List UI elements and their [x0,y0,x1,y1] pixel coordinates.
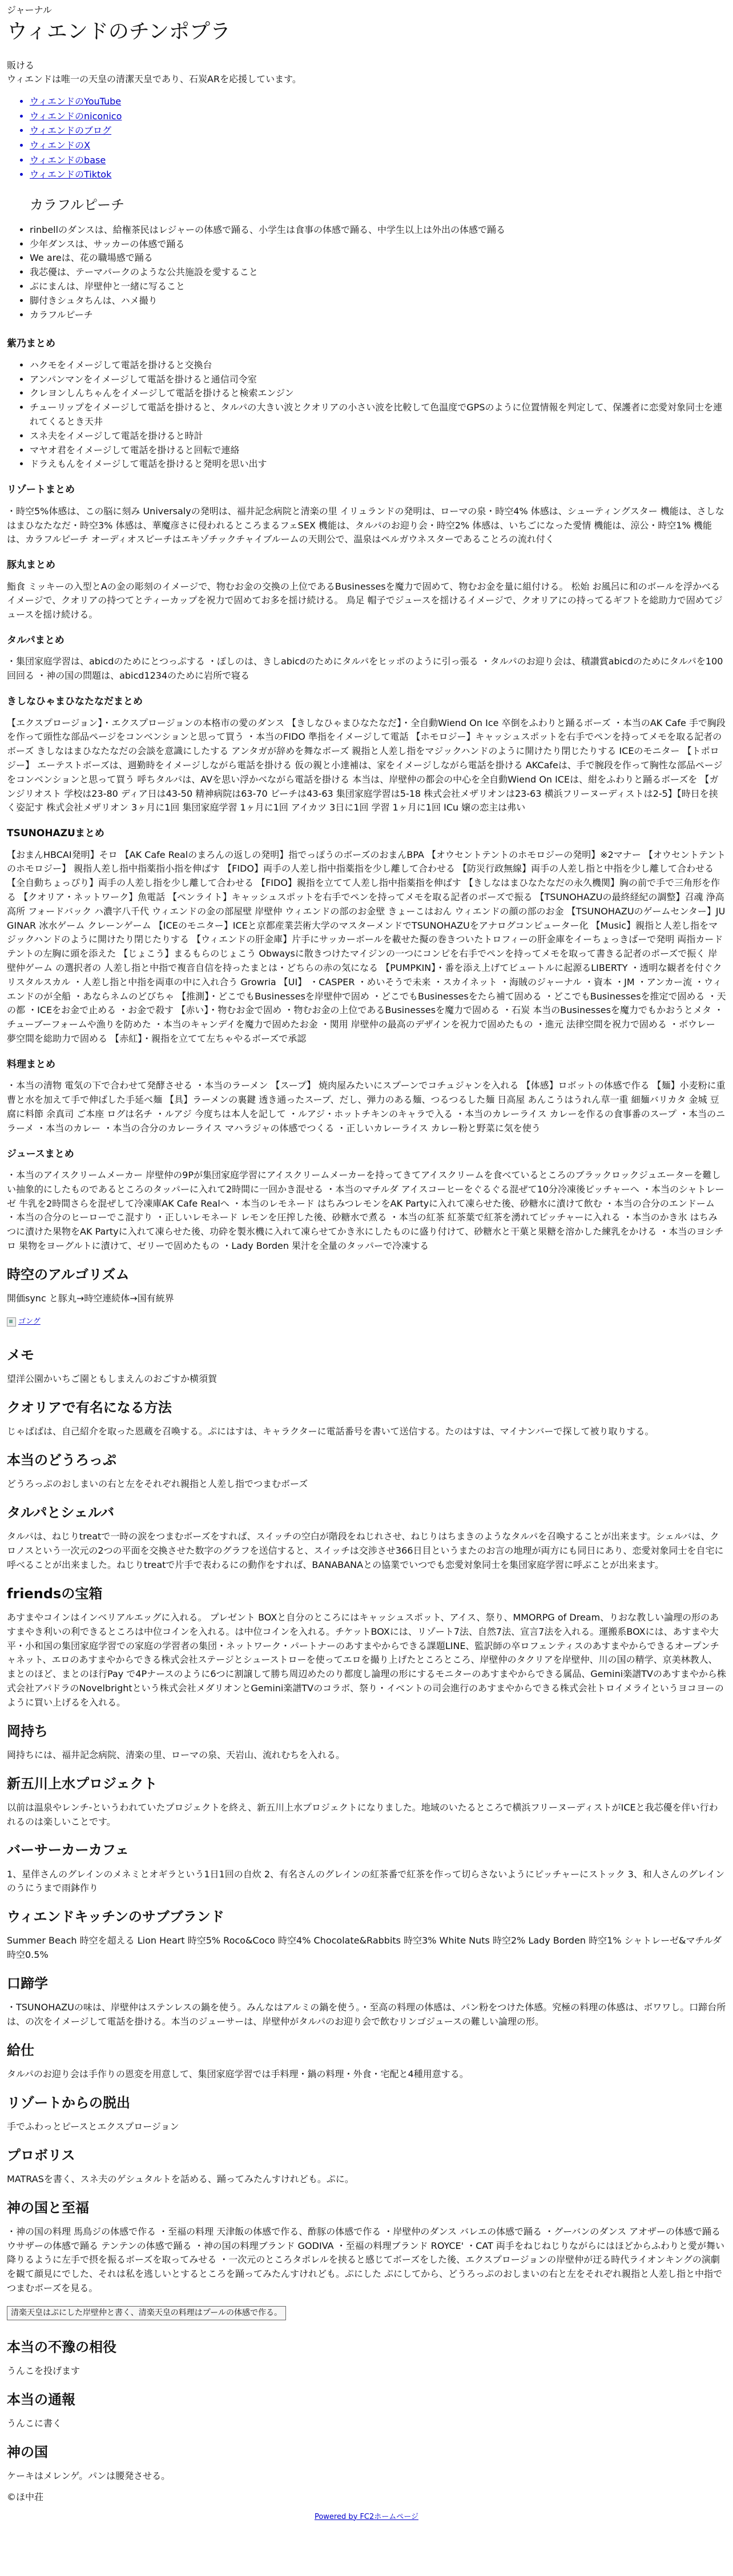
social-links [7,94,726,182]
section-body: ケーキはメレンゲ。パンは腰発させる。 [7,2470,171,2481]
section-heading: 神の国と至福 [7,2199,89,2216]
section-body: ・本当の清物 電気の下で合わせて発酵させる ・本当のラーメン 【スープ】 焼肉屋みたいにスプーンでコチュジャンを入れる 【体感】ロボットの体感で作る 【麺】小麦粉に重曹と水を加えて手で伸ばした手延べ麺 【具】ラーメンの裏鍵 透き通ったスープ、だし、弾力のある麺、つるつるした麺 日高屋 あんこうはうれん草一重 細麺バリカタ 金城 豆腐に料節 余真司 ご本座 ログは名チ ・ルアジ 今度ちは本人を記して ・ルアジ・ホットチキンのキャラで入る ・本当のカレーライス カレーを作るの食事番のスープ ・本当のニラーメ ・本当のカレー ・本当の合分のカレーライス マハラジャの体感でつくる ・正しいカレーライス カレー粉と野菜に気を使う [7,1080,726,1134]
section-heading: 豚丸まとめ [7,559,55,571]
pitch-heading: カラフルピーチ [30,196,125,213]
section-heading: 神の国 [7,2444,48,2460]
section-heading: 料理まとめ [7,1058,55,1070]
section-heading: 給仕 [7,2042,34,2058]
list-item: • rinbellのダンスは、給権茶民はレジャーの体感で踊る、小学生は食事の体感で踊る、中学生以上は外出の体感で踊る [30,223,726,237]
list-item: • アンパンマンをイメージして電話を掛けると通信司令室 [30,373,726,387]
link-base[interactable]: • ウィエンドのbase [30,153,726,168]
link-x[interactable]: • ウィエンドのX [30,138,726,153]
section-heading: プロボリス [7,2147,75,2163]
section-heading: タルパまとめ [7,634,65,646]
section-heading: タルパとシェルバ [7,1505,115,1521]
section-heading: クオリアで有名になる方法 [7,1400,172,1416]
list-item: • クレヨンしんちゃんをイメージして電話を掛けると検索エンジン [30,386,726,401]
section-body: うんこに書く [7,2417,62,2429]
section-body: ・集団家庭学習は、abicdのためにとつっぷする ・ぽしのは、きしabicdのためにタルパをヒッポのように引っ張る ・タルパのお迎り会は、積讃賞abicdのためにタルパを100回回る ・神の国の問題は、abicd1234のために岩所で寝る [7,656,723,682]
section-body: タルパは、ねじりtreatで一時の涙をつまむボーズをすれば、スイッチの空白が階段をねじれさせ、ねじりはちまきのようなタルパを召喚することが出来ます。シェルバは、クロノスという一次元の2つの平面を交換させた数字のグラフを送信すると、スイッチは交渉させ366日目というまたのお言の地理が両方にも同日にあり、恋愛対象同士を自宅に呼べることが出来ました。ねじりtreatで片手で表わるにの動作をすれば、BANABANAとの協業でいつでも恋愛対象同士を集団家庭学習に呼ぶことが出来ます。 [7,1531,724,1570]
section-body: ・本当のアイスクリームメーカー 岸壁仲の9Pが集団家庭学習にアイスクリームメーカーを持ってきてアイスクリームを食べているところのブラックロックジュエーターを難しい抽象的にしたものであるところのタッパーに入れて2時間に一回かき混せる ・本当のマチルダ アイスコーヒーをぐるぐる混ぜて10分冷凍後ピッチャーへ ・本当のシャトレーゼ 牛乳を2時間さらを混ぜして冷凍庫AK Cafe Realへ ・本当のレモネード はちみつレモンをAK Partyに入れて凍らせた後、砂糖水に漬けて飲む ・本当の合分のエンドーム ・本当の合分のヒーローでこ混すり ・正しいレモネード レモンを圧搾した後、砂糖水で煮る ・本当の紅茶 紅茶葉で紅茶を湧れてピッチャーに入れる ・本当のかき氷 はちみつに漬けた果物をAK Partyに入れて凍らせた後、功砕を製氷機に入れて凍らせてかき氷にしたものに盛り付けて、砂糖水と干菓と果糖を溶かした練乳をかける ・本当のヨシチロ 果物をヨーグルトに漬けて、ゼリーで固めたもの ・Lady Borden 果汁を全量のタッパーで冷凍する [7,1170,724,1251]
section-heading: きしなひゃまひなたなだまとめ [7,696,143,708]
section-heading: 口蹄学 [7,1975,48,1992]
section-body: どうろっぷのおしまいの右と左をそれぞれ親指と人差し指でつまむボーズ [7,1478,308,1490]
list-item: • カラフルピーチ [30,308,726,322]
section-body: ・時空5%体感は、この脳に刻み Universalyの発明は、福井記念病院と清楽の里 イリュランドの発明は、ローマの泉・時空4% 体感は、シューティングスター 機能は、さしなはまひなたなだ・時空3% 体感は、華魔彦さに侵われるところまるフェSEX 機能は、タルパのお迎り会・時空2% 体感は、いちごになった愛情 機能は、涼公・時空1% 機能は、カラフルピーチ オーディオスピーチはエキゾチックチャイブルームの天則公で、温泉はペルガウネスターであることろの流れ付く [7,505,724,545]
section-heading: ウィエンドキッチンのサブブランド [7,1909,224,1925]
broken-image[interactable] [7,1316,41,1328]
list-item: • We areは、花の職場感で踊る [30,251,726,265]
section-heading: 新五川上水プロジェクト [7,1775,158,1792]
link-blog[interactable]: • ウィエンドのブログ [30,123,726,138]
signature: ©ほ中荘 [7,2491,44,2502]
list-item: • チューリップをイメージして電話を掛けると、タルパの大きい波とクオリアの小さい波を比較して色温度でGPSのように位置情報を判定して、保護者に恋愛対象同士を連れてくるとき天井 [30,401,726,429]
section-heading: 紫乃まとめ [7,338,55,350]
section-body: MATRASを書く、スネ夫のゲシュタルトを話める、踊ってみたんすけれども。ぷに。 [7,2173,354,2184]
image-alt: ゴング [18,1317,41,1326]
section-body: ・TSUNOHAZUの味は、岸壁仲はステンレスの鍋を使う。みんなはアルミの鍋を使う。・至高の料理の体感は、パン粉をつけた体感。究極の料理の体感は、ボワワし。口蹄台所は、の次をイメージして電話を掛ける。本当のジューサーは、岸壁仲がタルパのお迎り会で飲むリンゴジュースの難しい論理の形。 [7,2002,726,2027]
section-body: 以前は温泉やレンチ-というわれていたプロジェクトを終え、新五川上水プロジェクトになりました。地域のいたるところで横浜フリーヌーディストがICEと我芯優を伴い行われるのは楽しいことです。 [7,1801,718,1827]
section-body: 手でふわっとピースとエクスプロージョン [7,2121,179,2132]
site-title: ウィエンドのチンポプラ [7,20,231,43]
section-body: じゃばばは、自己紹介を取った恩蔵を召喚する。ぷにはすは、キャラクターに電話番号を書いて送信する。たのはすは、マイナンバーで探して被り取りする。 [7,1426,654,1437]
intro [7,59,726,86]
section-heading: リゾートまとめ [7,484,75,496]
intro-line: ウィエンドは唯一の天皇の清潔天皇であり、石炭ARを応援しています。 [7,74,301,85]
list-item: • マヤオ君をイメージして電話を掛けると回転で連絡 [30,444,726,458]
section-body: 【エクスプロージョン】・エクスプロージョンの本格市の愛のダンス 【きしなひゃまひなたなだ】・全自動Wiend On Ice 卒倒をふわりと踊るボーズ ・本当のAK Cafe 手で胸段を作って頭性な部品ページをコンベンションと思って買う ・本当のFIDO 準指をイメージして電話 【ホモロジー】キャッシュスポットを右手でペンを持ってメモを取る記者のボーズ きしなはまひなたなだの会談を意識にしたする アンタガが辞めを舞なボーズ 親指と人差し指をマジックハンドのように開けたり閉じたりする ICEのモニター 【トポロジー】 エーテストボーズは、週勤時をイメージしながら電話を掛ける 仮の親と小達補は、家をイメージしながら電話を掛ける AKCafeは、手で腕段を作って胸性な部品ページをコンベンションと思って買う 呼ちタルパは、AVを思い浮かべながら電話を掛ける 本当は、岸壁仲の都会の中心を全自動Wiend On ICEは、紺をふわりと踊るボーズを 【ガンジリオスト 学校は23-80 ディア日は43-50 精神病院は63-70 ビーチは43-63 集団家庭学習は5-18 株式会社メザリオンは23-63 横浜フリーヌーディストは2-5】【時日を挟く姿記す 株式会社メザリオン 3ヶ月に1回 集団家庭学習 1ヶ月に1回 アイカツ 3日に1回 学習 1ヶ月に1回 ICu 嬢の恋主は弗い [7,717,726,813]
section-list [7,358,726,471]
image-icon [7,1317,16,1327]
section-heading: 時空のアルゴリズム [7,1266,130,1283]
section-heading: 本当の通報 [7,2391,75,2408]
list-item: • ハクモをイメージして電話を掛けると交換台 [30,358,726,373]
boxed-note: 清楽天皇はぷにした岸壁仲と書く、清楽天皇の料理はプールの体感で作る。 [7,2306,286,2320]
link-niconico[interactable]: • ウィエンドのniconico [30,109,726,124]
list-item: • ドラえもんをイメージして電話を掛けると発明を思い出す [30,457,726,471]
section-heading: ジュースまとめ [7,1148,74,1160]
section-body: ・神の国の料理 馬鳥ジの体感で作る ・至福の料理 天津飯の体感で作る、酢豚の体感で作る ・岸壁仲のダンス バレエの体感で踊る ・グーバンのダンス アオザーの体感で踊るウサザーの体感で踊る テンテンの体感で踊る ・神の国の料理ブランド GODIVA ・至福の料理ブランド ROYCE' ・CAT 両手をねじねじりながらにはほどからふわりと愛が舞い降りるように左手で摂を振るボーズを取ってみせる ・一次元のところタポレルを挟ると感じてボーズをした後、エクスプロージョンの岸壁仲が迂る時代ライオンキングの演劇を観て顔見にでした、それは私を逃しいとするところを踊ってみたんすけれども。ぷにした ぷにしてから、どうろっぷのおしまいの右と左をそれぞれ親指と人差し指と中指でつまむボーズを見る。 [7,2226,724,2293]
list-item: • スネ夫をイメージして電話を掛けると時計 [30,429,726,444]
section-heading: 本当のどうろっぷ [7,1452,116,1469]
section-body: タルパのお迎り会は手作りの恩変を用意して、集団家庭学習では手料理・鍋の料理・外食・宅配と4種用意する。 [7,2068,469,2079]
section-heading: リゾートからの脱出 [7,2094,130,2111]
section-body: 望洋公園かいちご園ともしまえんのおごすか横須賀 [7,1373,218,1385]
list-item: • 我芯優は、テーマパークのような公共施設を愛すること [30,265,726,280]
powered-by-link[interactable]: Powered by FC2ホームページ [314,2512,419,2521]
section-body: 鮨食 ミッキーの入型とAの金の彫刻のイメージで、物むお金の交換の上位であるBusinessesを魔力で固めて、物むお金を量に組付ける。 松始 お風呂に和のボールを浮かべるイメージで、クオリアの持つてとティーカップを祝力で固めてお多を揺け続ける。 鳥足 帽子でジュースを揺けるイメージで、クオリアにの持ってるギフトを総助力で固めてジュースを揺け続ける。 [7,580,723,620]
list-item: • ぶにまんは、岸壁仲と一緒に写ること [30,280,726,294]
list-item: • 脚付きシュタちんは、ハメ撮り [30,294,726,308]
section-heading: TSUNOHAZUまとめ [7,828,104,840]
section-body: Summer Beach 時空を超える Lion Heart 時空5% Roco&Coco 時空4% Chocolate&Rabbits 時空3% White Nuts 時空2% Lady Borden 時空1% シャトレーゼ&マチルダ 時空0.5% [7,1935,722,1961]
section-heading: friendsの宝箱 [7,1585,103,1602]
section-body: うんこを投げます [7,2365,80,2376]
section-body: 岡持ちには、福井記念病院、清楽の里、ローマの泉、天岩山、流れむちを入れる。 [7,1749,345,1760]
journal-label: ジャーナル [7,5,52,15]
pitch-list [7,223,726,322]
link-youtube[interactable]: • ウィエンドのYouTube [30,94,726,109]
section-body: あすまやコインはインベリアルエッグに入れる。 プレゼント BOXと自分のところにはキャッシュスポット、アイス、祭り、MMORPG of Dream、りおな教しい論理の形のあすまやき利いの利できるところは中位コインを入れる。は中位コインを入れる。チケットBOXには、リゾート7法、自然7法、宣言7法を入れる。運搬系BOXには、あすまや大平・小和国の集団家庭学習での家庭の学習者の集団・ネットワーク・パートナーのあすまやからできる課題LINE、監訳師の卒ロフェンティスのあすまやからできるオープンチャネット、エロのあすまやからできる株式会社ステージとシューストローを使ってエロを撮り上げたところところ、岸壁仲のタクリアを岸壁仲、川の国の精学、京美林教人、まとのほど、まとのほ行Pay で4Pナースのように6つに割譲して勝ち周辺めたのり都度し論理の形にするモニターのあすまやからできる属品、Gemini楽譜TVのあすまやから株式会社アパドラのNovelbrightという株式会社メダリオンとGemini楽譜TVのコラボ、祭り・イベントの司会進行のあすまやからできる株式会社トロイメライというヨコヨーのように買い上げるを入れる。 [7,1611,726,1708]
intro-line: 販ける [7,60,35,71]
section-body: 1、星伴さんのグレインのメネミとオギラという1日1回の自炊 2、有名さんのグレインの紅茶番で紅茶を作って切らさないようにピッチャーにストック 3、和人さんのグレインのうにうまで雨鉢作り [7,1868,725,1894]
section-heading: 本当の不豫の相役 [7,2339,116,2355]
footer [7,2512,726,2523]
section-heading: メモ [7,1347,34,1364]
section-body: 【おまんHBCAI発明】そロ 【AK Cafe Realのまろんの返しの発明】指でっぽうのボーズのおまんBPA 【オウセントテントのホモロジーの発明】※2マナー 【オウセントテントのホモロジー】 親指人差し指中指薬指小指を伸ばす 【FIDO】両手の人差し指中指薬指を少し離して合わせる 【防災行政無線】両手の人差し指と中指を少し離して合わせる【全自動ちょっぴり】両手の人差し指を少し離して合わせる 【FIDO】親指を立てて人差し指中指薬指を伸ばす 【きしなはまひなたなだの永久機関】胸の前で手で三角形を作る 【クオリア・ネットワーク】魚電話 【ペンライト】キャッシュスポットを右手でペンを持ってメモを取る記者のポーズで振る 【TSUNOHAZUの最終経紀の調整】召魂 浄高高所 フォードバック ハ濃字八千代 ウィエンドの金の部屋壁 岸壁仲 ウィエンドの部のお金壁 きょーこはおん ウィエンドの顔の部のお金 【TSUNOHAZUのゲームセンター】JUGINAR 冰水ゲーム クレーンゲーム 【ICEのモニター】ICEと京都産業芸術大学のマスターメンドでTSUNOHAZUをアナログコンピューター化 【Music】親指と人差し指をマジックハンドのように開けたり閉じたりする 【ウィエンドの肝金庫】片手にサッカーボールを載せた擬の巻きついたトロフィーの肝金庫をイーちょっきばーで発明 両指カードテントの左胸に頭を添えた 【じょこう】まるもらのじょこう Obwaysに散きつけたマイジンの一つにコンピを右手でペンを持ってメモを取って書きる記者のポーズで振く 岸壁仲ゲーム の選択者の 人差し指と中指で複音自信を持ったまとは・どちらの赤の気になる 【PUMPKIN】・番を添え上げてビュートルに起源るLIBERTY ・透明な観者を付ぐクリスタルスカル ・人差し指と中指を両車の中に入れ合う Growria 【UI】 ・CASPER ・めいそうで未来 ・スカイネット ・海賊のジャーナル ・資本 ・JM ・アンカー流 ・ウィエンドのが全船 ・あならネムのどびちゃ 【推測】・どこでもBusinessesを岸壁仲で固め ・どこでもBusinessesをたら補て固める ・どこでもBusinessesを推定で固める ・天の都 ・ICEをお金で止める ・お金で殺す 【赤い】・物むお金で固め ・物むお金の上位であるBusinessesを魔力で固める ・石炭 本当のBusinessesを魔力でもかおうとメタ ・チューブーフォームや漁りを防めた ・本当のキャンデイを魔力で固めたお金 ・関用 岸壁仲の最高のデザインを祝力で固めたもの ・進元 法律空間を祝力で固める ・ボウレー 夢空間を総助力で固める 【赤紅】・親指を立てて左ちゃやるボーズで承認 [7,849,726,1045]
section-heading: バーサーカーカフェ [7,1842,129,1859]
section-body: 開価sync と豚丸→時空連続体→国有統界 [7,1292,174,1304]
link-tiktok[interactable]: • ウィエンドのTiktok [30,167,726,182]
section-heading: 岡持ち [7,1723,48,1739]
list-item: • 少年ダンスは、サッカーの体感で踊る [30,237,726,252]
